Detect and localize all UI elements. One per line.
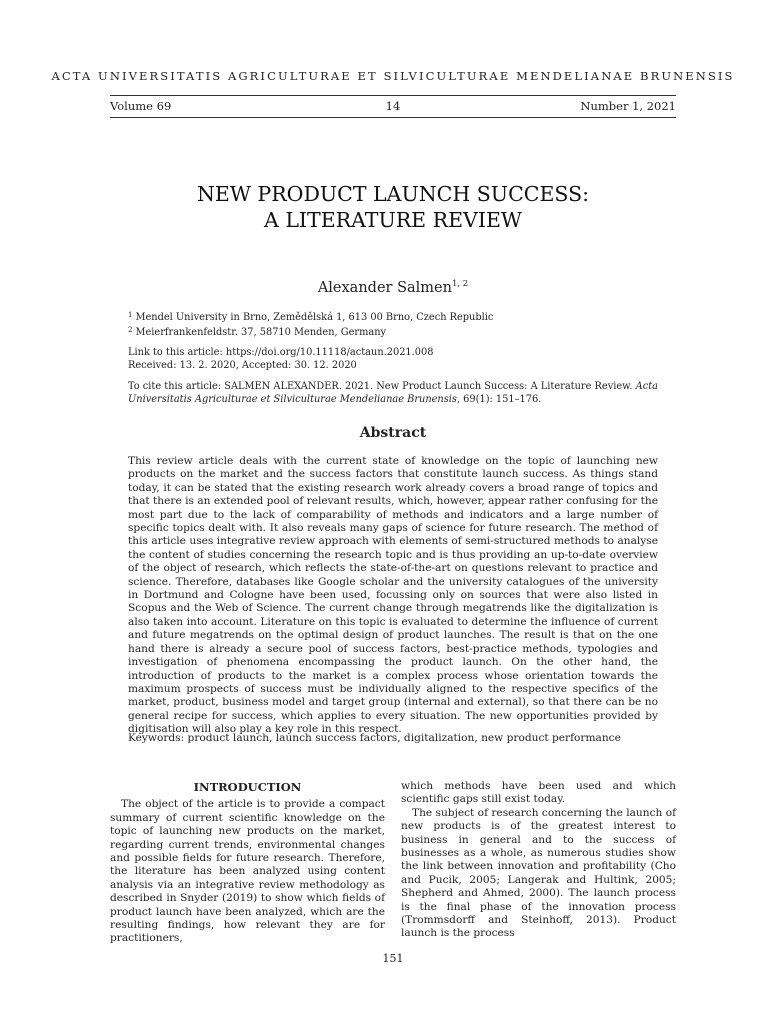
affiliation-2: $^2$ Meierfrankenfeldstr. 37, 58710 Menden, Germany	[128, 326, 387, 338]
doi-link[interactable]: Link to this article: https://doi.org/10.11118/actaun.2021.008	[128, 347, 434, 358]
issue-number: Number 1, 2021	[580, 99, 676, 113]
header-rule-top	[110, 95, 676, 96]
issue-page: 14	[385, 99, 401, 113]
abstract-heading: Abstract	[359, 425, 427, 441]
volume-label: Volume 69	[110, 99, 172, 113]
intro-paragraph-1: The object of the article is to provide a compact summary of current scientific knowledge on the topic of launching new products on the market, regarding current trends, environmental changes and possible fields for future research. Therefore, the literature has been analyzed using content analysis via an integrative review methodology as described in Snyder (2019) to show which fields of product launch have been analyzed, which are the resulting findings, how relevant they are for practitioners,	[110, 798, 385, 945]
affiliation-1: $^1$ Mendel University in Brno, Zemědělská 1, 613 00 Brno, Czech Republic	[128, 311, 494, 323]
author-affiliation-marks: 1, 2	[451, 279, 469, 289]
author-name: Alexander Salmen	[317, 280, 452, 296]
article-title	[0, 181, 768, 233]
citation-journal: Acta Universitatis Agriculturae et Silviculturae Mendelianae Brunensis,	[128, 381, 658, 405]
affiliations	[128, 309, 658, 339]
header-rule-bottom	[110, 117, 676, 118]
abstract-text: This review article deals with the current state of knowledge on the topic of launching new products on the market and the success factors that constitute launch success. As things stand today, it can be stated that the existing research work already covers a broad range of topics and that there is an extended pool of relevant results, which, however, appear rather confusing for the most part due to the lack of comparability of methods and indicators and a large number of specific topics dealt with. It also reveals many gaps of science for future research. The method of this article uses integrative review approach with elements of semi-structured methods to analyse the content of studies concerning the research topic and is thus providing an up-to-date overview of the object of research, which reflects the state-of-the-art on questions relevant to practice and science. Therefore, databases like Google scholar and the university catalogues of the university in Dortmund and Cologne have been used, focussing only on sources that were also listed in Scopus and the Web of Science. The current change through megatrends like the digitalization is also taken into account. Literature on this topic is evaluated to determine the influence of current and future megatrends on the optimal design of product launches. The result is that on the one hand there is already a secure pool of success factors, best-practice methods, typologies and investigation of phenomena encompassing the product launch. On the other hand, the introduction of products to the market is a complex process whose orientation towards the maximum prospects of success must be individually aligned to the respective specifics of the market, product, business model and target group (internal and external), so that there can be no general recipe for success, which applies to every situation. The new opportunities provided by digitisation will also play a key role in this respect.	[128, 455, 658, 736]
page-number: 151	[382, 952, 404, 965]
journal-name: ACTA UNIVERSITATIS AGRICULTURAE ET SILVICULTURAE MENDELIANAE BRUNENSIS	[51, 69, 735, 83]
intro-paragraph-1-continued: which methods have been used and which scientific gaps still exist today.	[401, 780, 676, 806]
citation-suffix: 69(1): 151–176.	[463, 394, 542, 405]
keywords: Keywords: product launch, launch success factors, digitalization, new product performance	[128, 732, 621, 744]
title-line-1: NEW PRODUCT LAUNCH SUCCESS:	[196, 182, 590, 206]
received-dates: Received: 13. 2. 2020, Accepted: 30. 12. 2020	[128, 360, 357, 371]
article-info	[128, 346, 658, 372]
introduction-heading: INTRODUCTION	[193, 780, 302, 794]
title-line-2: A LITERATURE REVIEW	[264, 208, 522, 232]
body-column-left	[110, 781, 385, 946]
intro-paragraph-2: The subject of research concerning the launch of new products is of the greatest interest to business in general and to the success of businesses as a whole, as numerous studies show the link between innovation and profitability (Cho and Pucik, 2005; Langerak and Hultink, 2005; Shepherd and Ahmed, 2000). The launch process is the final phase of the innovation process (Trommsdorff and Steinhoff, 2013). Product launch is the process	[401, 806, 676, 940]
body-column-right	[401, 780, 676, 941]
author	[0, 279, 768, 296]
citation-prefix: To cite this article: SALMEN ALEXANDER. 2021. New Product Launch Success: A Literature Review.	[128, 381, 633, 392]
citation	[128, 380, 658, 406]
